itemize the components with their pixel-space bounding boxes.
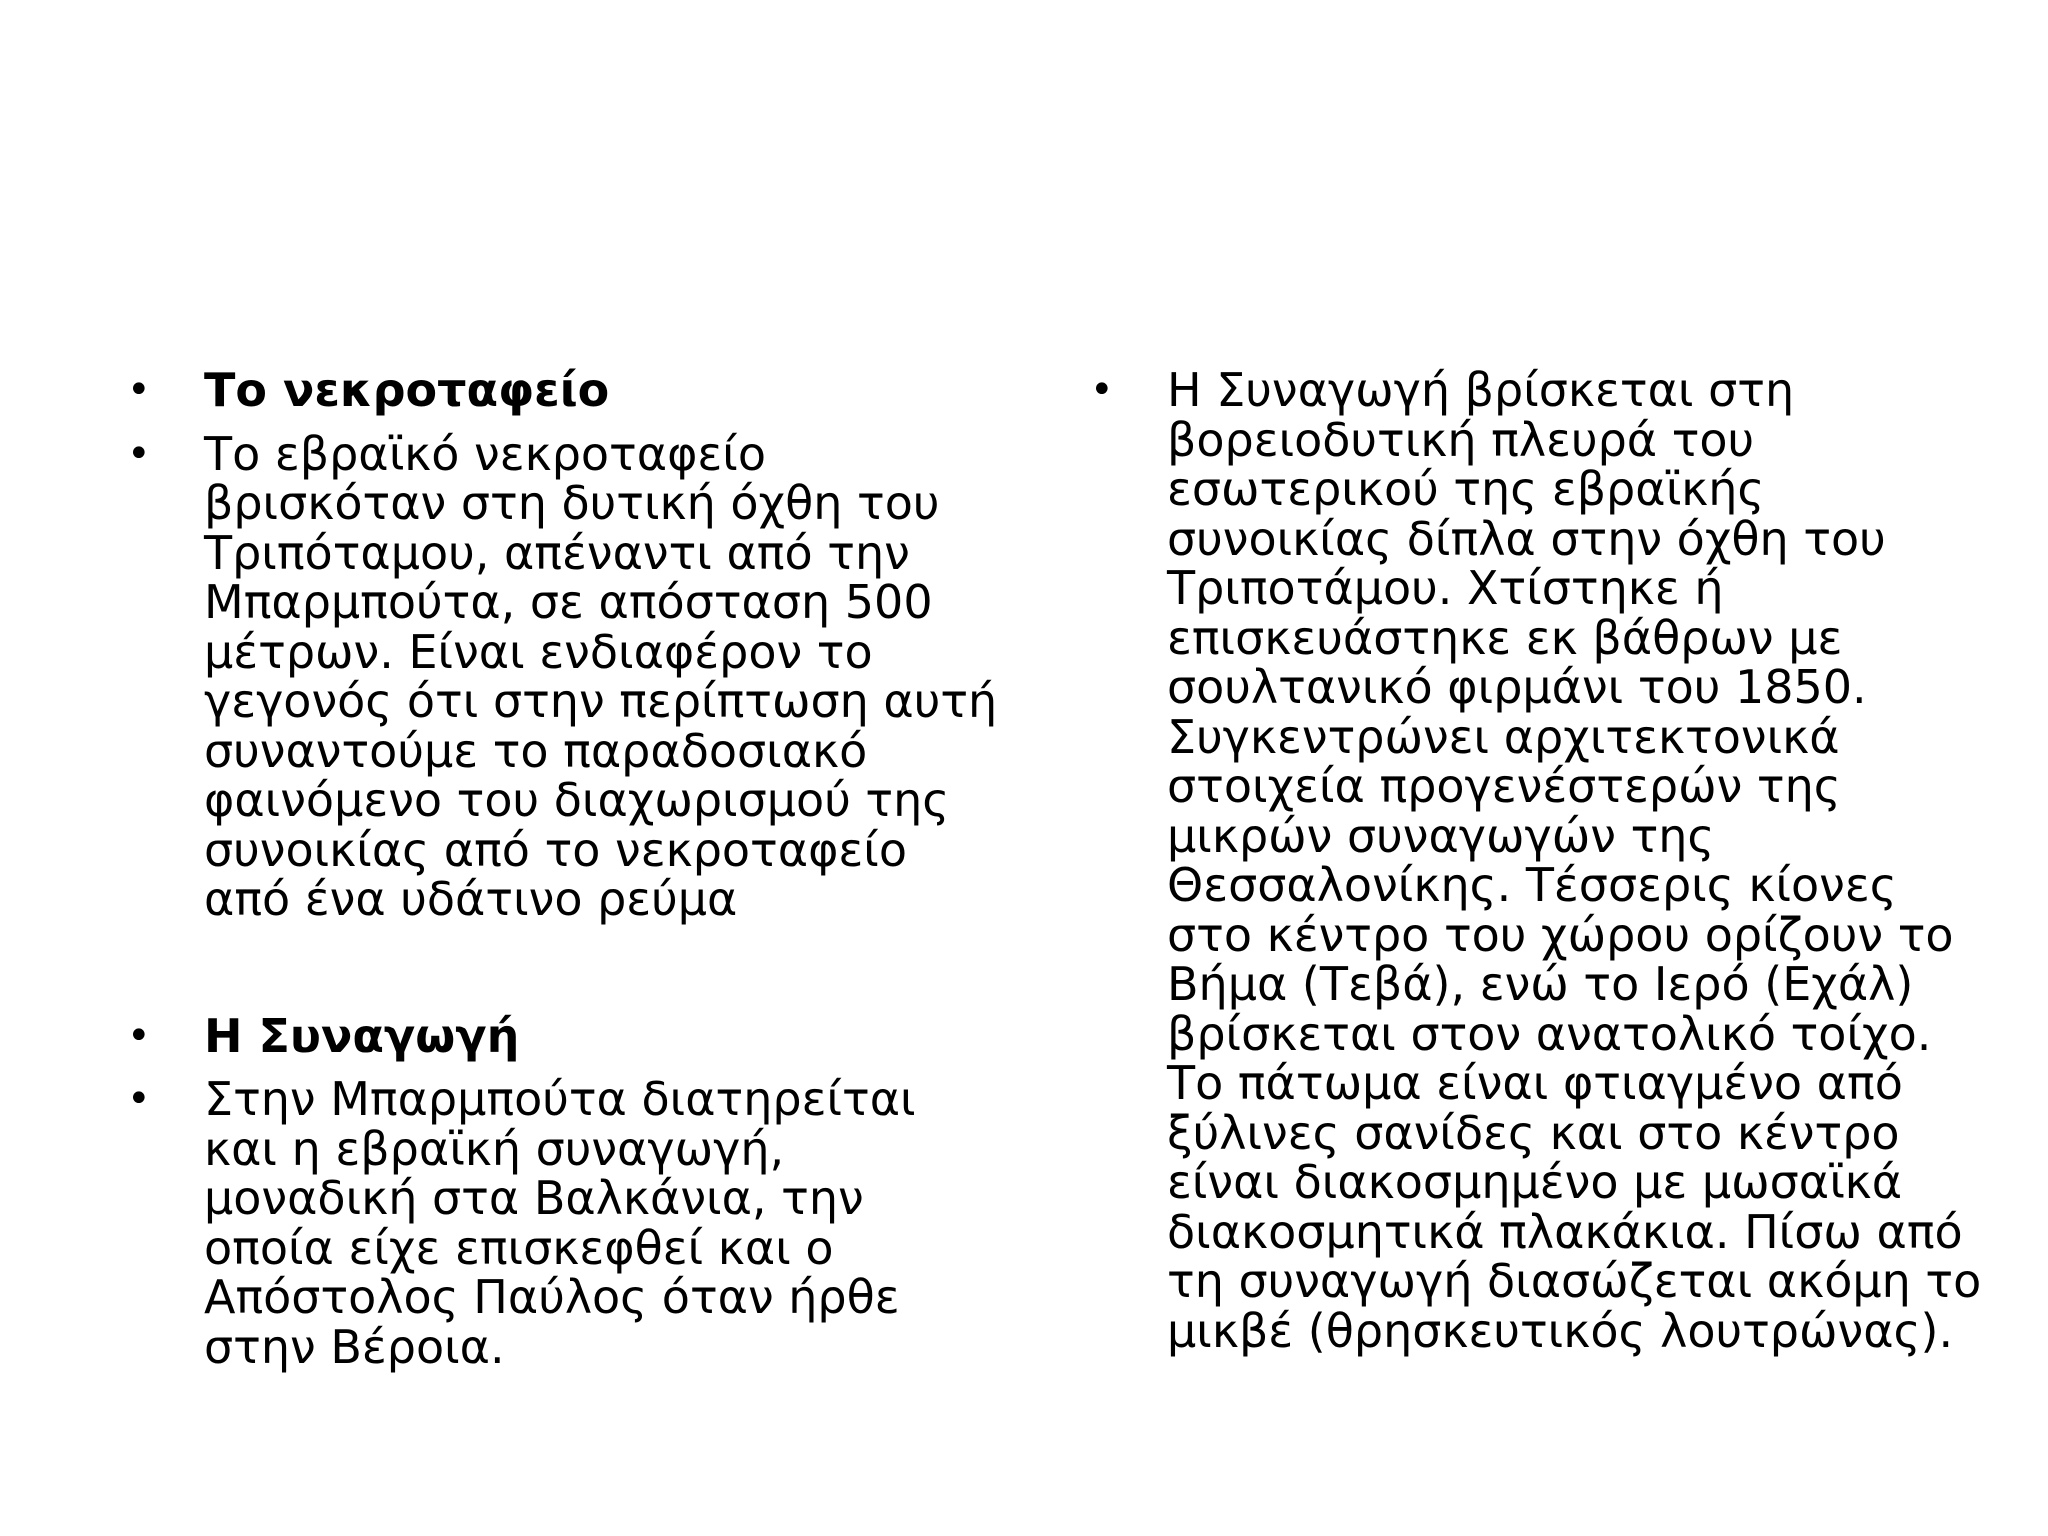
bullet-icon: • [127, 430, 151, 477]
bullet-icon: • [127, 1076, 151, 1122]
left-column-list [122, 363, 1002, 1374]
cemetery-paragraph-text: Το εβραϊκό νεκροταφείο βρισκόταν στη δυτική όχθη του Τριπόταμου, απέναντι από την Μπαρμπούτα, σε απόσταση 500 μέτρων. Είναι ενδιαφέρον το γεγονός ότι στην περίπτωση αυτή συναντούμε το παραδοσιακό φαινόμενο του διαχωρισμού της συνοικίας από το νεκροταφείο από ένα υδάτινο ρεύμα [204, 426, 998, 926]
heading-cemetery [122, 363, 1002, 417]
heading-cemetery-text: Το νεκροταφείο [204, 363, 610, 417]
bullet-icon: • [127, 1012, 151, 1059]
synagogue-paragraph-text: Στην Μπαρμπούτα διατηρείται και η εβραϊκή συναγωγή, μοναδική στα Βαλκάνια, την οποία είχε επισκεφθεί και ο Απόστολος Παύλος όταν ήρθε στην Βέροια. [204, 1072, 916, 1374]
synagogue-description-text: Η Συναγωγή βρίσκεται στη βορειοδυτική πλευρά του εσωτερικού της εβραϊκής συνοικίας δίπλα στην όχθη του Τριποτάμου. Χτίστηκε ή επισκευάστηκε εκ βάθρων με σουλτανικό φιρμάνι του 1850. Συγκεντρώνει αρχιτεκτονικά στοιχεία προγενέστερών της μικρών συναγωγών της Θεσσαλονίκης. Τέσσερις κίονες στο κέντρο του χώρου ορίζουν το Βήμα (Τεβά), ενώ το Ιερό (Εχάλ) βρίσκεται στον ανατολικό τοίχο. Το πάτωμα είναι φτιαγμένο από ξύλινες σανίδες και στο κέντρο είναι διακοσμημένο με μωσαϊκά διακοσμητικά πλακάκια. Πίσω από τη συναγωγή διασώζεται ακόμη το μικβέ (θρησκευτικός λουτρώνας). [1167, 363, 1982, 1358]
bullet-icon: • [127, 367, 151, 413]
heading-synagogue-text: Η Συναγωγή [204, 1008, 520, 1063]
right-column-list [1085, 363, 1985, 1358]
bullet-icon: • [1090, 367, 1114, 413]
synagogue-description [1085, 363, 1985, 1358]
cemetery-paragraph [122, 426, 1002, 926]
heading-synagogue [122, 1008, 1002, 1063]
synagogue-paragraph [122, 1072, 1002, 1374]
